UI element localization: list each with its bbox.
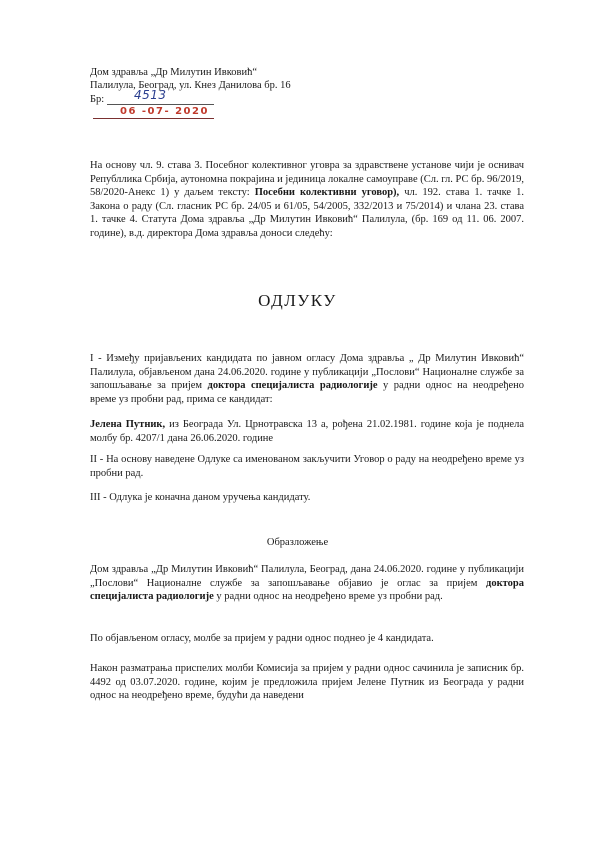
reasoning-title: Образложење xyxy=(266,537,329,548)
institution-address: Палилула, Београд, ул. Кнез Данилова бр. 16 xyxy=(90,80,291,91)
number-underline xyxy=(107,104,214,105)
candidate-paragraph xyxy=(90,418,524,445)
reasoning-paragraph-3: Након разматрања приспелих молби Комисија за пријем у радни однос сачинила је записник бр. 4492 од 03.07.2020. године, којим је предложила пријем Јелене Путник из Београда у радни однос на неодређено време, будући да наведени xyxy=(90,663,524,702)
reasoning-paragraph-2: По објављеном огласу, молбе за пријем у радни однос поднео је 4 кандидата. xyxy=(90,633,434,644)
section-one-text-a: I - Између пријављених кандидата по јавном огласу Дома здравља „ Др Милутин Ивковић“ Палилула, објављеном дана 24.06.2020. године у публикацији „Послови“ Националне службе за запошљавање за пријем xyxy=(90,353,524,392)
page-title: ОДЛУКУ xyxy=(258,291,337,310)
date-stamp: 06 -07- 2020 xyxy=(120,106,209,117)
candidate-name: Јелена Путник, xyxy=(90,419,166,430)
section-one-text-b: у радни однос на неодређено време уз пробни рад, прима се кандидат: xyxy=(90,380,524,405)
intro-paragraph xyxy=(90,159,524,241)
date-stamp-underline xyxy=(93,118,214,119)
candidate-text: из Београда Ул. Црнотравска 13 а, рођена 21.02.1981. године која је поднела молбу бр. 4207/1 дана 26.06.2020. године xyxy=(90,419,524,444)
reasoning-text-1a: Дом здравља „Др Милутин Ивковић“ Палилула, Београд, дана 24.06.2020. године у публикацији „Послови“ Националне службе за запошљавање објавио је оглас за пријем xyxy=(90,564,524,589)
intro-text-1: На основу чл. 9. става 3. Посебног колективног уговра за здравствене установе чији је оснивач Републлика Србија, аутономна покрајина и јединица локалне самоуправе (Сл. гл. РС бр. 96/2019, 58/2020-Анекс 1) у даљем тексту: xyxy=(90,160,524,199)
institution-name: Дом здравља „Др Милутин Ивковић“ xyxy=(90,67,258,78)
reasoning-bold: доктора специјалиста радиологије xyxy=(90,577,524,603)
intro-bold: Посебни колективни уговор), xyxy=(254,187,400,199)
section-two: II - На основу наведене Одлуке са именованом закључити Уговор о раду на неодређено време уз пробни рад. xyxy=(90,454,524,479)
section-one xyxy=(90,352,524,406)
reasoning-text-1b: у радни однос на неодређено време уз пробни рад. xyxy=(213,591,443,603)
section-one-bold: доктора специјалиста радиологије xyxy=(207,380,378,392)
section-three: III - Одлука је коначна даном уручења кандидату. xyxy=(90,492,311,503)
intro-text-2: чл. 192. става 1. тачке 1. Закона о раду (Сл. гласник РС бр. 24/05 и 61/05, 54/2005, 332/2013 и 75/2014) и члана 23. става 1. тачке 4. Статута Дома здравља „Др Милутин Ивковић“ Палилула, (бр. 169 од 11. 06. 2007. године), в.д. директора Дома здравља доноси следећу: xyxy=(90,187,525,239)
handwritten-number: 4513 xyxy=(134,88,167,102)
number-label: Бр: xyxy=(90,94,105,105)
reasoning-paragraph-1 xyxy=(90,563,524,604)
